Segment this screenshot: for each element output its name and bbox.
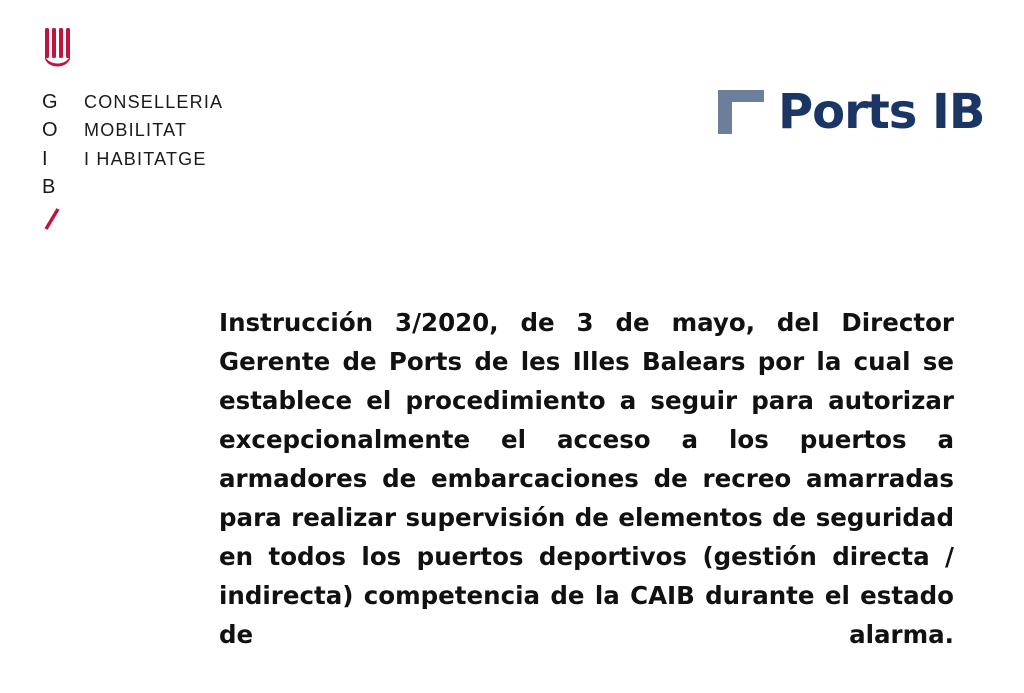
document-header [0,0,1024,230]
ports-ib-wordmark: Ports IB [778,84,985,140]
goib-accent-slash-icon [42,208,72,230]
goib-initial-b: B [42,176,56,199]
document-title-paragraph: Instrucción 3/2020, de 3 de mayo, del Director Gerente de Ports de les Illes Balears por la cual se establece el procedimiento a seguir para autorizar excepcionalmente el acceso a los puertos a armadores de embarcaciones de recreo amarradas para realizar supervisión de elementos de seguridad en todos los puertos deportivos (gestión directa / indirecta) competencia de la CAIB durante el estado de alarma. [219,308,954,649]
goib-initial-o: O [42,119,59,142]
ports-ib-mark-icon [712,88,768,136]
govern-illes-balears-logo [38,26,298,235]
ports-ib-logo [712,84,985,140]
goib-line-1: CONSELLERIA [84,92,224,112]
goib-initials [42,88,72,202]
balearic-crest-icon [42,26,82,70]
goib-line-3: I HABITATGE [84,148,207,169]
goib-logo-text [38,88,298,202]
goib-initial-i: I [42,147,49,170]
goib-department-name [84,88,223,173]
document-body [219,303,954,693]
goib-line-2: MOBILITAT [84,120,188,141]
goib-initial-g: G [42,91,59,113]
